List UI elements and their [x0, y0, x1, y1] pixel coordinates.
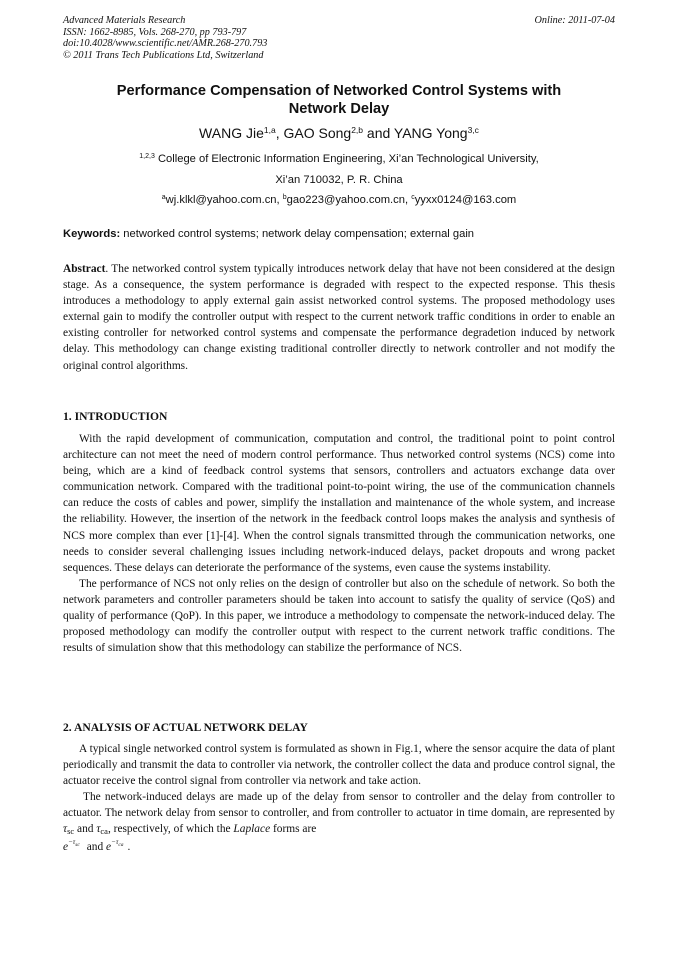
and-word: and	[83, 840, 107, 853]
subscript: ca	[100, 826, 108, 837]
author-marker: 3,c	[467, 125, 479, 135]
exponent-subscript: sc	[75, 841, 80, 848]
keywords-text: networked control systems; network delay compensation; external gain	[120, 228, 475, 240]
subscript: sc	[67, 826, 75, 837]
affiliation-marker: 1,2,3	[139, 153, 155, 160]
author-name: WANG Jie	[199, 125, 264, 141]
journal-name: Advanced Materials Research	[63, 15, 186, 26]
tau-symbol: τ	[96, 823, 101, 836]
paragraph-text: forms are	[270, 823, 317, 836]
email-list	[63, 192, 615, 208]
online-date: Online: 2011-07-04	[534, 15, 615, 26]
email-link[interactable]: yyxx0124@163.com	[414, 194, 517, 206]
issn: ISSN: 1662-8985, Vols. 268-270, pp 793-797	[63, 26, 247, 38]
affiliation	[63, 149, 615, 191]
doi: doi:10.4028/www.scientific.net/AMR.268-270.793	[63, 38, 268, 50]
affiliation-line-2: Xi’an 710032, P. R. China	[275, 174, 403, 186]
period: .	[127, 840, 131, 853]
exponential-sc	[63, 839, 80, 855]
exponent: −τ	[111, 837, 119, 846]
abstract-text: . The networked control system typically introduces network delay that have not been considered at the design stage. As a consequence, the system performance is degraded with respect to the expected response. This thesis introduces a methodology to apply external gain assist networked control systems. The proposed methodology uses external gain to modify the controller output with respect to the current network traffic conditions in order to enable an existing controller for networked control systems and compensate the performance degradetion induced by network delay. This methodology can change existing traditional controller directly to network controller and not modify the original control algorithms.	[63, 263, 615, 372]
section-heading-analysis	[63, 721, 615, 735]
email-link[interactable]: gao223@yahoo.com.cn,	[286, 194, 412, 206]
title-line-1: Performance Compensation of Networked Control Systems with	[116, 83, 562, 99]
email-link[interactable]: wj.klkl@yahoo.com.cn,	[165, 194, 283, 206]
paragraph: With the rapid development of communication, computation and control, the traditional point to point control architecture can not meet the need of modern control performance. Thus networked control systems (NCS) come into being, which are a kind of feedback control systems that sensors, controllers and actuators exchange data over communication network. Compared with the traditional point-to-point wiring, the use of the communication channels can reduce the costs of cables and power, simplify the installation and maintenance of the whole system, and increase the reliability. However, the insertion of the network in the feedback control loops makes the analysis and synthesis of NCS more complex than ever [1]-[4]. When the control signals transmitted through the communication networks, one needs to consider several challenging issues including network-induced delays, packet dropouts and wrong packet sequences. These delays can deteriorate the performance of the systems, even cause the systems instability.	[63, 433, 615, 574]
section-title: NTRODUCTION	[79, 410, 168, 423]
affiliation-line-1: College of Electronic Information Engineering, Xi’an Technological University,	[154, 153, 539, 165]
paragraph: The performance of NCS not only relies on the design of controller but also on the schedule of network. So both the network parameters and controller parameters should be taken into account to satisfy the quality of service (QoS) and quality of performance (QoP). In this paper, we introduce a methodology to compensate the network-induced delay. The proposed methodology can modify the controller output with respect to the current network traffic conditions. The results of simulation show that this methodology can stabilize the performance of NCS.	[63, 577, 615, 655]
introduction-body	[63, 431, 615, 656]
keywords-label: Keywords:	[63, 228, 121, 240]
section-title: NALYSIS OF ACTUAL NETWORK DELAY	[82, 721, 308, 734]
section-number: 1. I	[63, 410, 80, 423]
paragraph-text: and	[74, 823, 97, 836]
e-symbol: e	[63, 840, 69, 853]
paragraph	[63, 789, 615, 837]
author-list	[63, 124, 615, 142]
laplace-word: Laplace	[233, 823, 271, 836]
e-symbol: e	[106, 840, 112, 853]
exponent: −τ	[68, 837, 76, 846]
formula-line	[63, 839, 615, 855]
running-header	[63, 15, 615, 61]
email-marker: a	[161, 194, 166, 201]
abstract-label: Abstract	[63, 263, 106, 275]
tau-symbol: τ	[63, 823, 68, 836]
exponential-ca	[106, 839, 124, 855]
paragraph-text: The network-induced delays are made up of the delay from sensor to controller and the delay from controller to actuator. The network delay from sensor to controller, and from controller to actuator in time domain, are represented by	[63, 791, 615, 820]
paragraph: A typical single networked control system is formulated as shown in Fig.1, where the sensor acquire the data of plant periodically and transmit the data to controller via network, the controller collect the data and produce control signal, the actuator receive the control signal from controller via network and take action.	[63, 743, 615, 788]
email-marker: b	[282, 194, 287, 201]
exponent-subscript: ca	[118, 841, 124, 848]
section-number: 2. A	[63, 721, 83, 734]
author-marker: 1,a	[263, 125, 276, 135]
paper-title	[63, 83, 615, 118]
section-heading-introduction	[63, 410, 615, 424]
title-line-2: Network Delay	[288, 100, 390, 117]
copyright: © 2011 Trans Tech Publications Ltd, Switzerland	[63, 49, 264, 61]
email-marker: c	[411, 194, 415, 201]
analysis-body	[63, 741, 615, 855]
paragraph-text: , respectively, of which the	[107, 823, 234, 836]
author-marker: 2,b	[351, 125, 364, 135]
author-separator: and	[363, 125, 394, 141]
author-name: YANG Yong	[393, 125, 468, 141]
abstract	[63, 261, 615, 374]
author-name: GAO Song	[283, 125, 352, 141]
keywords	[63, 227, 615, 242]
author-separator: ,	[275, 125, 284, 141]
